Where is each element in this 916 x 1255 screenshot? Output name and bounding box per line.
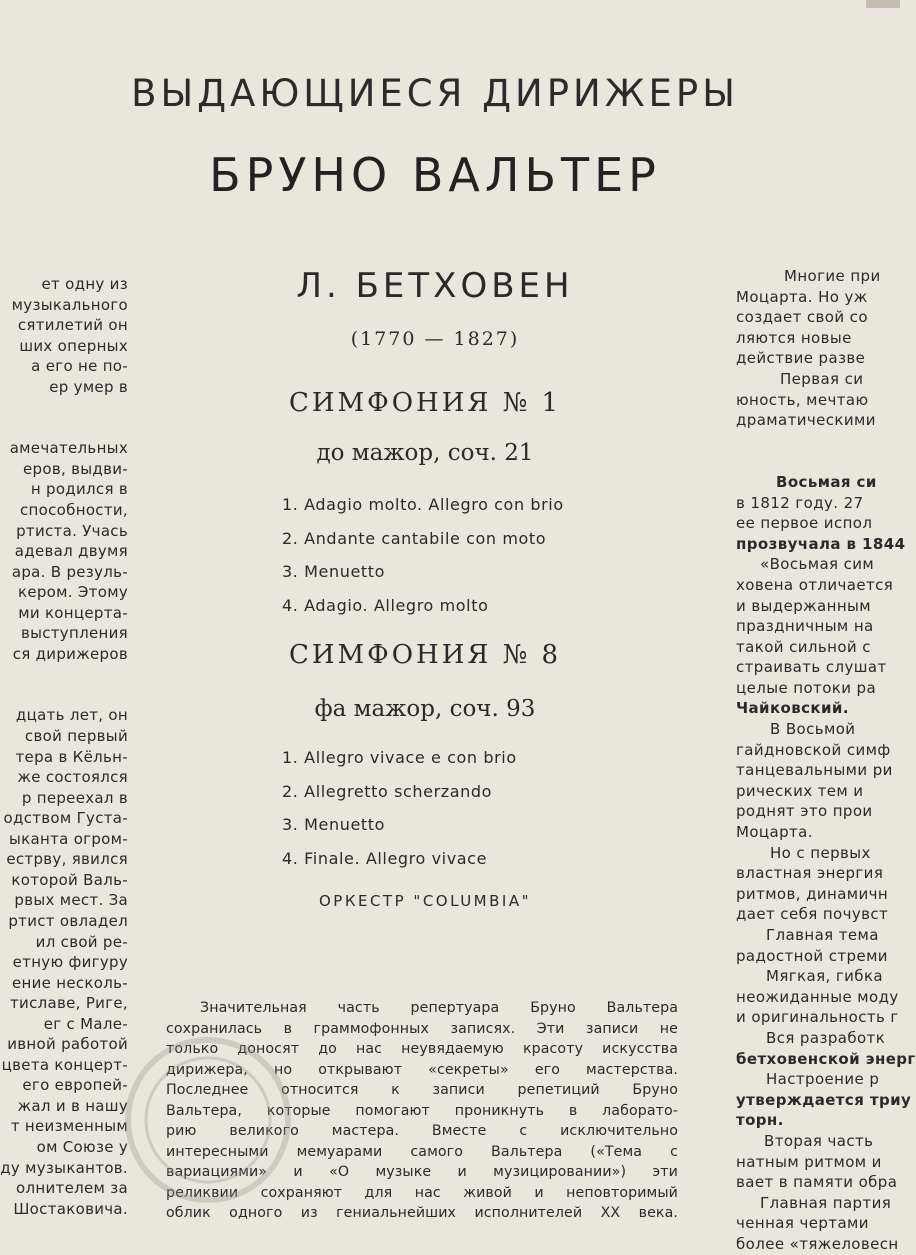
text-line: рвых мест. За xyxy=(14,891,128,910)
conductor-name: БРУНО ВАЛЬТЕР xyxy=(209,148,661,202)
text-line: ер умер в xyxy=(49,377,128,396)
text-line: Вальтера, которые помогают проникнуть в лаборато- xyxy=(166,1102,678,1119)
text-line: натным ритмом и xyxy=(736,1152,882,1171)
text-line: Главная тема xyxy=(766,926,879,944)
text-line: Настроение р xyxy=(766,1070,880,1089)
text-line: юность, мечтаю xyxy=(736,390,869,409)
text-line: ил свой ре- xyxy=(35,932,128,951)
symphony-8-movements xyxy=(282,741,612,875)
text-line: Чайковский. xyxy=(736,699,849,718)
text-line xyxy=(736,431,900,452)
text-line: ивной работой xyxy=(7,1035,128,1054)
text-line: и выдержанным xyxy=(736,596,871,615)
text-line: ми концерта- xyxy=(18,603,128,622)
composer-years: (1770 — 1827) xyxy=(350,328,520,350)
orchestra-credit: ОРКЕСТР "COLUMBIA" xyxy=(318,892,531,910)
text-line: тиславе, Риге, xyxy=(10,994,128,1013)
movement-item: 3. Menuetto xyxy=(282,815,386,834)
text-line: действие разве xyxy=(736,349,866,368)
text-line: цвета концерт- xyxy=(1,1055,128,1074)
text-line: способности, xyxy=(20,501,128,520)
text-line: вает в памяти обра xyxy=(736,1173,898,1192)
text-line: праздничным на xyxy=(736,617,874,636)
text-line: рию великого мастера. Вместе с исключительно xyxy=(166,1123,678,1139)
text-line: Восьмая си xyxy=(776,472,877,491)
movement-item: 1. Adagio molto. Allegro con brio xyxy=(282,495,564,514)
text-line: еров, выдви- xyxy=(23,459,128,478)
text-line: ара. В резуль- xyxy=(11,562,128,581)
text-line: выступления xyxy=(20,624,128,643)
movement-item: 4. Adagio. Allegro molto xyxy=(282,595,489,615)
text-line: дирижера, но открывают «секреты» его мастерства. xyxy=(166,1061,678,1078)
text-line: сятилетий он xyxy=(17,316,128,335)
text-line: ляются новые xyxy=(736,328,852,347)
text-line xyxy=(0,418,128,439)
text-line xyxy=(736,451,900,472)
text-line xyxy=(0,685,128,706)
text-line: Моцарта. xyxy=(736,823,813,842)
text-line: и оригинальность г xyxy=(736,1008,899,1027)
text-line: Последнее относится к записи репетиций Бруно xyxy=(166,1082,678,1098)
movement-item: 1. Allegro vivace e con brio xyxy=(282,748,517,767)
text-line: прозвучала в 1844 xyxy=(736,534,906,553)
text-line: Главная партия xyxy=(760,1193,892,1212)
composer-name: Л. БЕТХОВЕН xyxy=(296,266,574,306)
text-line: только доносят до нас неувядаемую красоту искусства xyxy=(166,1041,678,1057)
bottom-paragraph xyxy=(166,998,678,1224)
text-line: же состоялся xyxy=(17,768,128,787)
text-line: целые потоки ра xyxy=(736,678,877,697)
text-line: торн. xyxy=(736,1111,784,1130)
text-line: более «тяжеловесн xyxy=(736,1234,899,1253)
text-line: дает себя почувст xyxy=(736,905,889,924)
text-line: а его не по- xyxy=(31,357,128,376)
symphony-1-movements xyxy=(282,488,612,622)
text-line: Шостаковича. xyxy=(13,1199,128,1218)
text-line: етную фигуру xyxy=(12,953,128,972)
text-line: т неизменным xyxy=(10,1117,128,1136)
text-line: жал и в нашу xyxy=(17,1096,128,1115)
text-line: властная энергия xyxy=(736,864,884,883)
text-line: его европей- xyxy=(22,1076,128,1095)
text-line: ду музыкантов. xyxy=(0,1158,128,1177)
text-line: ение несколь- xyxy=(11,973,128,992)
text-line: музыкального xyxy=(11,295,128,314)
series-title: ВЫДАЮЩИЕСЯ ДИРИЖЕРЫ xyxy=(131,72,739,115)
text-line: «Восьмая сим xyxy=(760,555,875,574)
text-line: Мягкая, гибка xyxy=(766,967,883,986)
text-line: ртиста. Учась xyxy=(16,521,128,540)
text-line: В Восьмой xyxy=(770,720,856,739)
text-line: ом Союзе у xyxy=(36,1137,128,1156)
text-line: интересными мемуарами самого Вальтера («Тема с xyxy=(166,1143,678,1160)
text-line: Моцарта. Но уж xyxy=(736,287,868,306)
text-line: гайдновской симф xyxy=(736,740,891,759)
text-line: дцать лет, он xyxy=(15,706,128,725)
text-line: сохранилась в граммофонных записях. Эти записи не xyxy=(166,1020,678,1037)
text-line: Многие при xyxy=(784,267,881,285)
text-line: ритмов, динамичн xyxy=(736,884,889,903)
right-text-column xyxy=(736,266,916,1255)
text-line xyxy=(0,664,128,685)
text-line: которой Валь- xyxy=(11,870,128,889)
text-line: радостной стреми xyxy=(736,946,888,965)
text-line: естрву, явился xyxy=(6,850,128,869)
text-line: в 1812 году. 27 xyxy=(736,493,864,512)
text-line: ет одну из xyxy=(41,275,128,293)
text-line: Но с первых xyxy=(770,843,871,862)
text-line: тера в Кёльн- xyxy=(15,747,128,766)
text-line: страивать слушат xyxy=(736,658,887,677)
text-line: танцевальными ри xyxy=(736,761,893,780)
text-line: р переехал в xyxy=(21,788,128,807)
text-line: рических тем и xyxy=(736,781,864,800)
text-line: ыканта огром- xyxy=(9,829,128,848)
text-line: такой сильной с xyxy=(736,637,871,656)
text-line: адевал двумя xyxy=(14,542,128,561)
text-line: ховена отличается xyxy=(736,575,894,594)
symphony-8-title: СИМФОНИЯ № 8 xyxy=(288,640,562,670)
text-line: ших оперных xyxy=(19,336,128,355)
corner-print-mark xyxy=(866,0,900,8)
text-line: свой первый xyxy=(24,727,128,746)
text-line: кером. Этому xyxy=(17,583,128,602)
text-line: неожиданные моду xyxy=(736,987,899,1006)
text-line: реликвии сохраняют для нас живой и неповторимый xyxy=(166,1184,678,1201)
text-line: Вся разработк xyxy=(766,1028,886,1047)
movement-item: 2. Allegretto scherzando xyxy=(282,781,493,801)
text-line: ег с Мале- xyxy=(43,1014,128,1033)
movement-item: 3. Menuetto xyxy=(282,562,386,581)
text-line: одством Густа- xyxy=(3,809,128,828)
text-line: бетховенской энерг xyxy=(736,1049,916,1068)
text-line: вариациями» и «О музыке и музицировании») эти xyxy=(166,1164,678,1180)
movement-item: 4. Finale. Allegro vivace xyxy=(282,848,488,868)
left-text-column xyxy=(0,274,128,1219)
text-line: Значительная часть репертуара Бруно Вальтера xyxy=(200,1000,678,1016)
text-line: Вторая часть xyxy=(764,1131,874,1150)
text-line xyxy=(0,397,128,418)
text-line: олнителем за xyxy=(16,1179,128,1198)
text-line: амечательных xyxy=(9,439,128,458)
text-line: создает свой со xyxy=(736,308,868,327)
text-line: облик одного из гениальнейших исполнителей XX века. xyxy=(166,1205,678,1221)
movement-item: 2. Andante cantabile con moto xyxy=(282,528,547,548)
text-line: утверждается триу xyxy=(736,1090,912,1109)
text-line: ее первое испол xyxy=(736,514,873,533)
text-line: Первая си xyxy=(780,369,864,388)
text-line: ртист овладел xyxy=(8,911,128,930)
symphony-1-key: до мажор, соч. 21 xyxy=(316,440,534,466)
symphony-8-key: фа мажор, соч. 93 xyxy=(314,696,536,722)
text-line: драматическими xyxy=(736,411,876,430)
text-line: роднят это прои xyxy=(736,802,873,821)
text-line: ченная чертами xyxy=(736,1214,869,1233)
symphony-1-title: СИМФОНИЯ № 1 xyxy=(288,388,562,418)
text-line: ся дирижеров xyxy=(12,644,128,663)
text-line: н родился в xyxy=(30,480,128,499)
